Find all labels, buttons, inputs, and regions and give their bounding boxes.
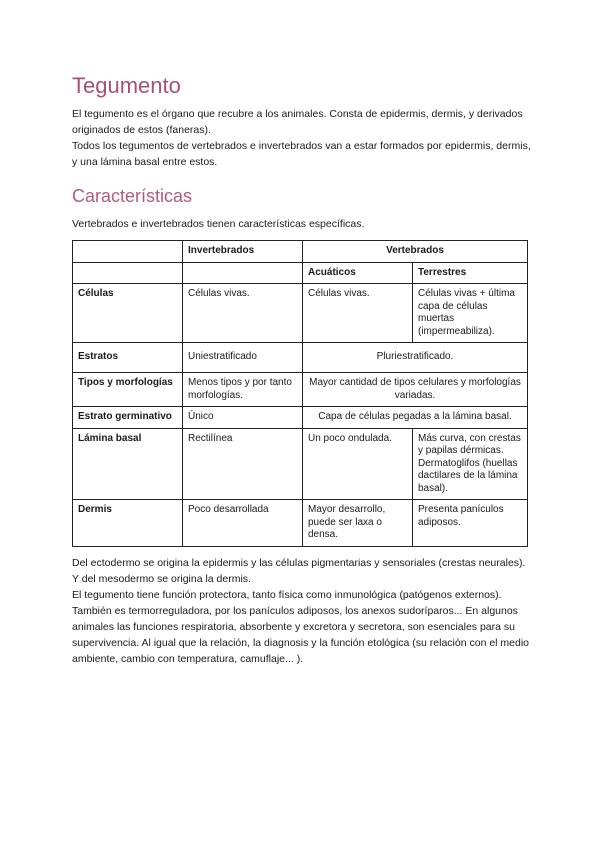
- cell-invertebrados: Poco desarrollada: [183, 500, 303, 547]
- header-terrestres: Terrestres: [413, 262, 528, 284]
- cell-vertebrados: Pluriestratificado.: [303, 343, 528, 373]
- row-label: Células: [73, 284, 183, 343]
- cell-invertebrados: Células vivas.: [183, 284, 303, 343]
- table-row: [73, 284, 528, 343]
- table-subheader-row: [73, 262, 528, 284]
- table-header-row: [73, 241, 528, 263]
- table-row: [73, 407, 528, 429]
- table-row: [73, 343, 528, 373]
- cell-terrestres: Presenta panículos adiposos.: [413, 500, 528, 547]
- cell-invertebrados: Único: [183, 407, 303, 429]
- header-invertebrados: Invertebrados: [183, 241, 303, 263]
- cell-vertebrados: Mayor cantidad de tipos celulares y morfologías variadas.: [303, 373, 528, 407]
- section-intro: Vertebrados e invertebrados tienen características específicas.: [72, 218, 365, 230]
- cell-acuaticos: Un poco ondulada.: [303, 428, 413, 500]
- page-title: Tegumento: [72, 73, 181, 98]
- intro-paragraph-2: Todos los tegumentos de vertebrados e invertebrados van a estar formados por epidermis, dermis, y una lámina basal entre estos.: [72, 140, 531, 168]
- document-page: [72, 72, 532, 667]
- cell-invertebrados: Menos tipos y por tanto morfologías.: [183, 373, 303, 407]
- cell-vertebrados: Capa de células pegadas a la lámina basal.: [303, 407, 528, 429]
- characteristics-table: [72, 240, 528, 547]
- outro-section: [72, 555, 532, 667]
- row-label: Estratos: [73, 343, 183, 373]
- row-label: Lámina basal: [73, 428, 183, 500]
- intro-section: [72, 106, 532, 170]
- table-corner-cell: [73, 241, 183, 263]
- cell-invertebrados: Rectilínea: [183, 428, 303, 500]
- table-empty-cell: [183, 262, 303, 284]
- table-row: [73, 373, 528, 407]
- table-row: [73, 500, 528, 547]
- outro-paragraph-1: Del ectodermo se origina la epidermis y las células pigmentarias y sensoriales (crestas neurales). Y del mesodermo se origina la dermis.: [72, 556, 526, 585]
- cell-invertebrados: Uniestratificado: [183, 343, 303, 373]
- cell-terrestres: Células vivas + última capa de células muertas (impermeabiliza).: [413, 284, 528, 343]
- row-label: Tipos y morfologías: [73, 373, 183, 407]
- header-vertebrados: Vertebrados: [303, 241, 528, 263]
- header-acuaticos: Acuáticos: [303, 262, 413, 284]
- cell-acuaticos: Células vivas.: [303, 284, 413, 343]
- table-empty-cell: [73, 262, 183, 284]
- row-label: Estrato germinativo: [73, 407, 183, 429]
- section-title: Características: [72, 186, 193, 206]
- intro-paragraph-1: El tegumento es el órgano que recubre a los animales. Consta de epidermis, dermis, y derivados originados de estos (faneras).: [72, 108, 523, 136]
- row-label: Dermis: [73, 500, 183, 547]
- table-row: [73, 428, 528, 500]
- cell-terrestres: Más curva, con crestas y papilas dérmicas. Dermatoglifos (huellas dactilares de la lámina basal).: [413, 428, 528, 500]
- outro-paragraph-2: El tegumento tiene función protectora, tanto física como inmunológica (patógenos externos). También es termorreguladora, por los panículos adiposos, los anexos sudoríparos... En algunos animales las funciones respiratoria, absorbente y excretora y secretora, son esenciales para su supervivencia. Al igual que la relación, la diagnosis y la función etológica (su relación con el medio ambiente, cambio con temperatura, camuflaje... ).: [72, 588, 530, 665]
- cell-acuaticos: Mayor desarrollo, puede ser laxa o densa.: [303, 500, 413, 547]
